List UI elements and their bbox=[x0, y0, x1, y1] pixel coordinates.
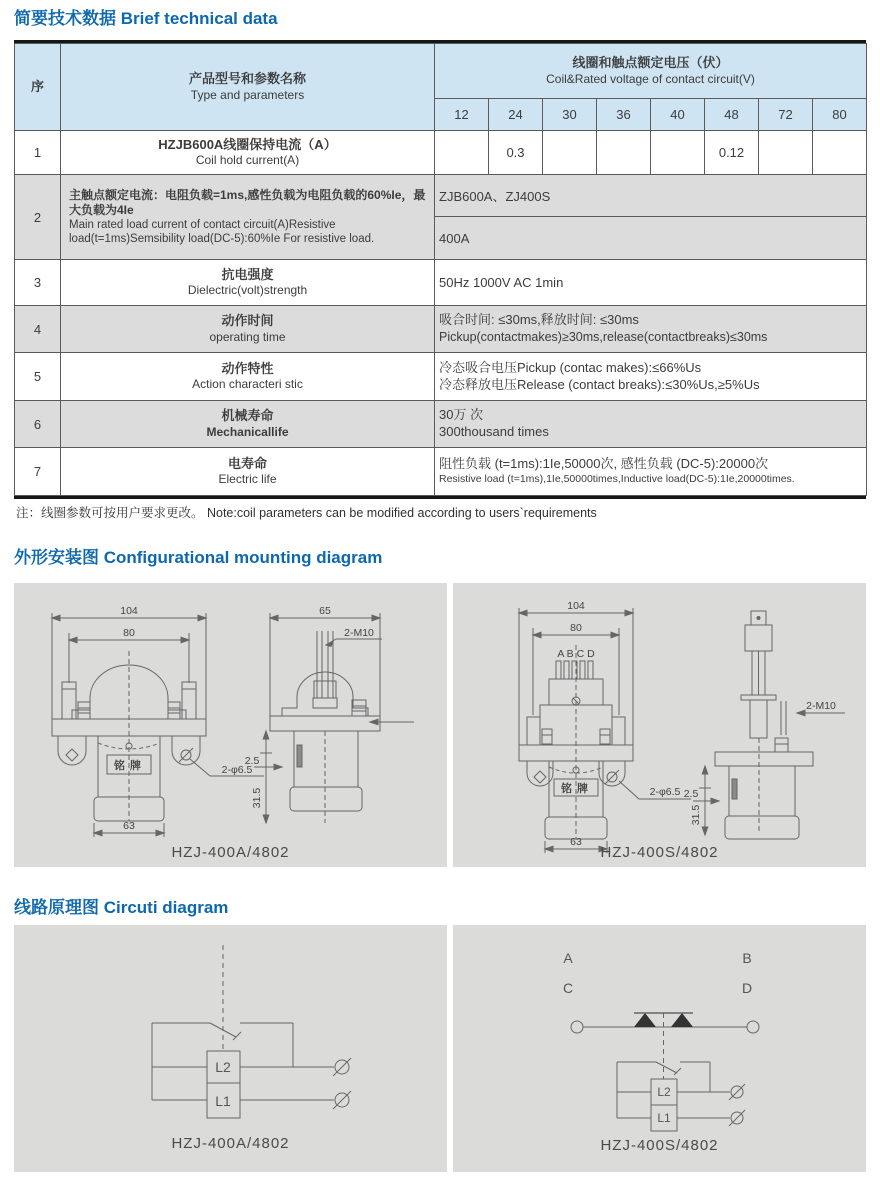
voltage-col-12: 12 bbox=[435, 99, 489, 131]
pins-label: A B C D bbox=[557, 648, 595, 660]
terminal-label-A: A bbox=[563, 950, 573, 966]
front-view bbox=[52, 613, 264, 837]
dim-label-holes: 2-φ6.5 bbox=[649, 786, 681, 798]
value-cell: 冷态吸合电压Pickup (contac makes):≤66%Us 冷态释放电压Release (contact breaks):≤30%Us,≥5%Us bbox=[435, 353, 867, 401]
row-label: 机械寿命 Mechanicallife bbox=[61, 401, 435, 448]
dim-label-80: 80 bbox=[123, 627, 135, 639]
circuit-wires bbox=[152, 945, 351, 1118]
dim-label-height: 31.5 bbox=[251, 787, 263, 809]
table-row bbox=[15, 175, 867, 217]
value-cell bbox=[759, 131, 813, 175]
value-cell bbox=[597, 131, 651, 175]
col-header-type bbox=[61, 44, 435, 131]
value-cell: 0.3 bbox=[489, 131, 543, 175]
row-label: HZJB600A线圈保持电流（A） Coil hold current(A) bbox=[61, 131, 435, 175]
section-title-circuit: 线路原理图 Circuti diagram bbox=[14, 898, 229, 917]
coil-label-L2: L2 bbox=[215, 1059, 231, 1075]
voltage-col-30: 30 bbox=[543, 99, 597, 131]
table-row bbox=[15, 306, 867, 353]
col-header-seq: 序 bbox=[15, 44, 61, 131]
row-index: 2 bbox=[15, 175, 61, 260]
col-header-type-zh: 产品型号和参数名称 bbox=[188, 71, 306, 87]
contact-triangle-icon bbox=[671, 1013, 693, 1027]
dim-label-63: 63 bbox=[123, 820, 135, 832]
col-header-voltage-en: Coil&Rated voltage of contact circuit(V) bbox=[546, 71, 755, 86]
circuit-drawing-hzj400s bbox=[453, 925, 866, 1172]
row-index: 4 bbox=[15, 306, 61, 353]
terminal-icon bbox=[747, 1021, 759, 1033]
value-cell bbox=[651, 131, 705, 175]
side-view bbox=[254, 613, 414, 823]
side-view bbox=[693, 611, 845, 839]
dim-label-thread: 2-M10 bbox=[344, 627, 374, 639]
row-index: 1 bbox=[15, 131, 61, 175]
dim-label-thread: 2-M10 bbox=[806, 700, 836, 712]
row-label: 动作时间 operating time bbox=[61, 306, 435, 353]
mounting-panel-hzj400s bbox=[453, 583, 866, 867]
circuit-caption-hzj400s: HZJ-400S/4802 bbox=[600, 1137, 719, 1154]
value-cell bbox=[813, 131, 867, 175]
value-cell: 0.12 bbox=[705, 131, 759, 175]
dim-label-height: 31.5 bbox=[690, 804, 702, 826]
value-cell: 30万 次 300thousand times bbox=[435, 401, 867, 448]
value-cell: 50Hz 1000V AC 1min bbox=[435, 260, 867, 306]
table-row bbox=[15, 260, 867, 306]
coil-label-L1: L1 bbox=[215, 1093, 231, 1109]
value-cell bbox=[435, 131, 489, 175]
section-title-mounting: 外形安装图 Configurational mounting diagram bbox=[14, 548, 383, 567]
row-index: 6 bbox=[15, 401, 61, 448]
brief-data-table-frame bbox=[14, 40, 866, 499]
table-row bbox=[15, 353, 867, 401]
dim-label-104: 104 bbox=[120, 605, 138, 617]
dim-label-80: 80 bbox=[570, 622, 582, 634]
coil-label-L1: L1 bbox=[657, 1111, 671, 1125]
nameplate-label: 铭牌 bbox=[561, 783, 593, 795]
mounting-caption-hzj400a: HZJ-400A/4802 bbox=[171, 844, 290, 861]
circuit-panel-hzj400a bbox=[14, 925, 447, 1172]
terminal-label-B: B bbox=[742, 950, 752, 966]
dim-label-104: 104 bbox=[567, 600, 585, 612]
value-cell: 吸合时间: ≤30ms,释放时间: ≤30ms Pickup(contactmakes)≥30ms,release(contactbreaks)≤30ms bbox=[435, 306, 867, 353]
terminal-icon bbox=[571, 1021, 583, 1033]
front-view bbox=[519, 608, 691, 853]
table-row bbox=[15, 401, 867, 448]
row-label: 主触点额定电流：电阻负载=1ms,感性负载为电阻负载的60%Ie，最大负载为4Ie Main rated load current of contact circuit(A)Resistive load(t=1ms)Semsibility load(DC-5):60%Ie For resistive load. bbox=[61, 175, 435, 260]
terminal-label-D: D bbox=[741, 980, 753, 996]
value-cell: ZJB600A、ZJ400S bbox=[435, 175, 867, 217]
voltage-col-48: 48 bbox=[705, 99, 759, 131]
mounting-drawing-hzj400a bbox=[14, 583, 447, 867]
brief-data-table bbox=[14, 43, 867, 496]
value-cell bbox=[543, 131, 597, 175]
voltage-col-36: 36 bbox=[597, 99, 651, 131]
circuit-panel-hzj400s bbox=[453, 925, 866, 1172]
table-note: 注：线圈参数可按用户要求更改。 Note:coil parameters can be modified according to users`requirements bbox=[16, 506, 597, 520]
value-cell: 阻性负载 (t=1ms):1Ie,50000次, 感性负载 (DC-5):20000次 Resistive load (t=1ms),1Ie,50000times,Inductive load(DC-5):1Ie,20000times. bbox=[435, 448, 867, 496]
dim-label-offset: 2.5 bbox=[683, 788, 699, 800]
col-header-voltage-zh: 线圈和触点额定电压（伏） bbox=[572, 55, 729, 71]
mounting-caption-hzj400s: HZJ-400S/4802 bbox=[600, 844, 719, 861]
coil-label-L2: L2 bbox=[657, 1085, 671, 1099]
voltage-col-80: 80 bbox=[813, 99, 867, 131]
dim-label-65: 65 bbox=[319, 605, 331, 617]
row-index: 5 bbox=[15, 353, 61, 401]
row-label: 抗电强度 Dielectric(volt)strength bbox=[61, 260, 435, 306]
table-row bbox=[15, 131, 867, 175]
row-label: 电寿命 Electric life bbox=[61, 448, 435, 496]
section-title-brief: 简要技术数据 Brief technical data bbox=[14, 9, 278, 28]
contact-triangle-icon bbox=[634, 1013, 656, 1027]
voltage-col-40: 40 bbox=[651, 99, 705, 131]
circuit-caption-hzj400a: HZJ-400A/4802 bbox=[171, 1135, 290, 1152]
table-row bbox=[15, 448, 867, 496]
row-index: 3 bbox=[15, 260, 61, 306]
mounting-drawing-hzj400s bbox=[453, 583, 866, 867]
voltage-col-72: 72 bbox=[759, 99, 813, 131]
dim-label-63: 63 bbox=[570, 836, 582, 848]
col-header-voltage bbox=[435, 44, 867, 99]
dim-label-offset: 2.5 bbox=[244, 755, 260, 767]
value-cell: 400A bbox=[435, 217, 867, 260]
terminal-label-C: C bbox=[562, 980, 574, 996]
nameplate-label: 铭牌 bbox=[114, 760, 146, 772]
row-label: 动作特性 Action characteri stic bbox=[61, 353, 435, 401]
dim-label-holes: 2-φ6.5 bbox=[221, 764, 253, 776]
mounting-panel-hzj400a bbox=[14, 583, 447, 867]
voltage-col-24: 24 bbox=[489, 99, 543, 131]
col-header-type-en: Type and parameters bbox=[190, 87, 305, 102]
row-index: 7 bbox=[15, 448, 61, 496]
